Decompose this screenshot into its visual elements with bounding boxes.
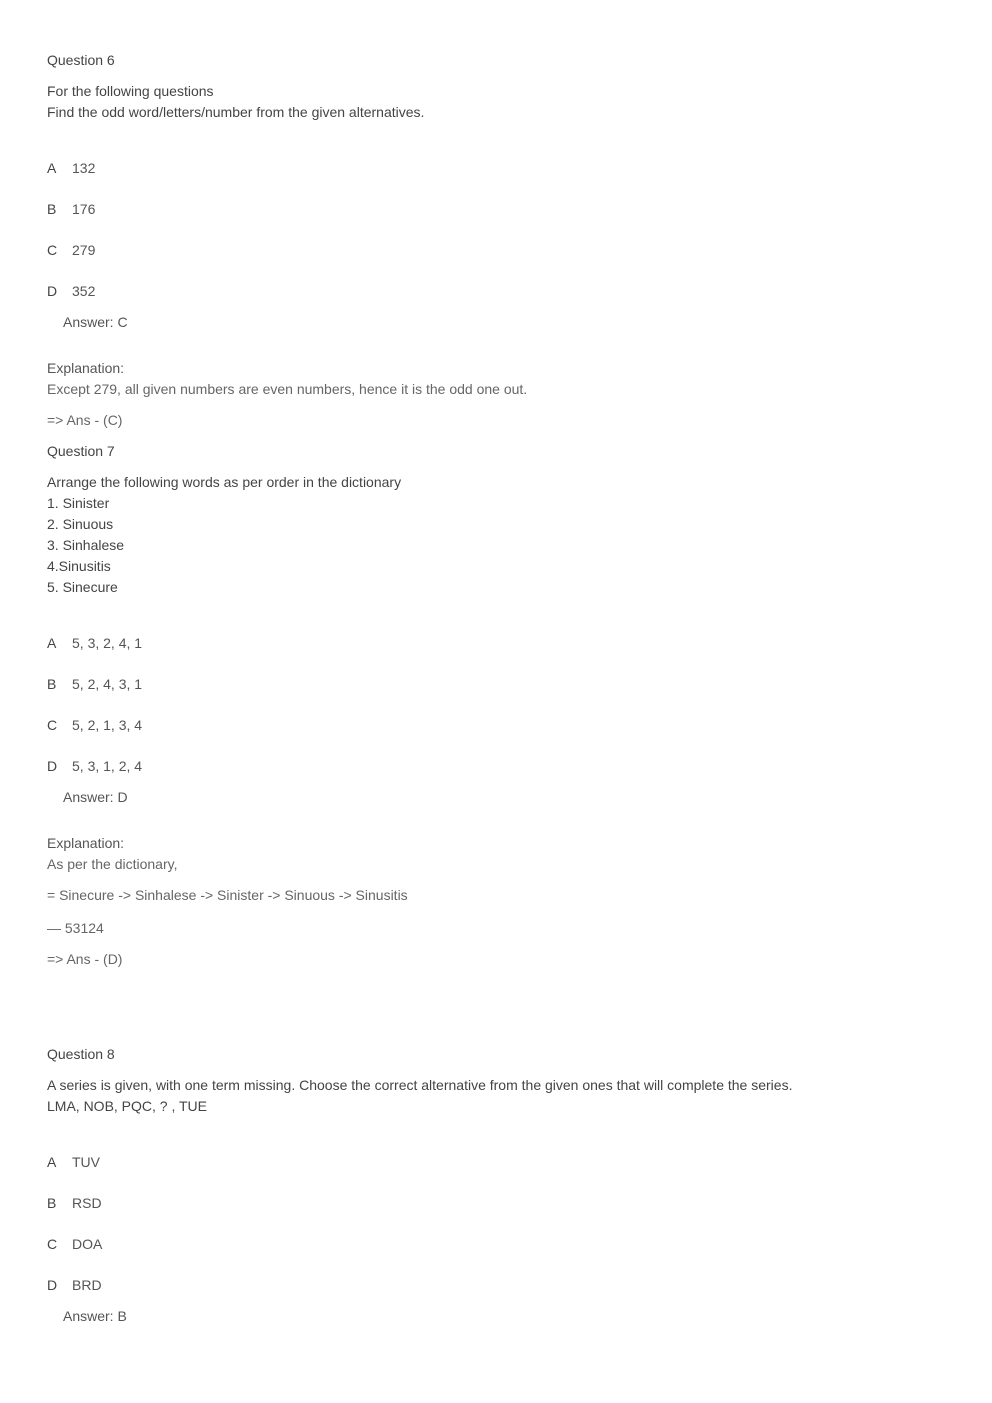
- question-7-explanation-line-4: => Ans - (D): [47, 951, 123, 967]
- option-text: BRD: [72, 1277, 102, 1293]
- option-letter: A: [47, 635, 57, 651]
- option-letter: C: [47, 242, 58, 258]
- option-text: RSD: [72, 1195, 102, 1211]
- question-6-option-b[interactable]: [47, 199, 95, 220]
- option-letter: D: [47, 283, 58, 299]
- option-text: TUV: [72, 1154, 100, 1170]
- question-7-stem-line-6: 5. Sinecure: [47, 579, 118, 595]
- option-letter: A: [47, 160, 57, 176]
- question-7-option-b[interactable]: [47, 674, 142, 695]
- question-6-option-a[interactable]: [47, 158, 95, 179]
- question-7-answer: Answer: D: [63, 789, 128, 805]
- question-7-stem-line-4: 3. Sinhalese: [47, 537, 125, 553]
- question-7-option-d[interactable]: [47, 756, 142, 777]
- question-7-option-a[interactable]: [47, 633, 142, 654]
- option-letter: A: [47, 1154, 57, 1170]
- question-6-explanation-line-1: Except 279, all given numbers are even numbers, hence it is the odd one out.: [47, 381, 528, 397]
- option-letter: C: [47, 717, 58, 733]
- option-text: 132: [72, 160, 96, 176]
- question-6-title: Question 6: [47, 52, 115, 68]
- question-7-stem-line-5: 4.Sinusitis: [47, 558, 111, 574]
- question-8-option-c[interactable]: [47, 1234, 102, 1255]
- question-8-option-b[interactable]: [47, 1193, 102, 1214]
- question-7-title: Question 7: [47, 443, 115, 459]
- question-8-option-a[interactable]: [47, 1152, 100, 1173]
- question-8-answer: Answer: B: [63, 1308, 127, 1324]
- option-text: 352: [72, 283, 96, 299]
- question-6-explanation-line-2: => Ans - (C): [47, 412, 123, 428]
- option-letter: B: [47, 676, 57, 692]
- question-7-stem-line-1: Arrange the following words as per order in the dictionary: [47, 474, 402, 490]
- option-letter: B: [47, 1195, 57, 1211]
- option-text: 176: [72, 201, 96, 217]
- question-6-stem-line-2: Find the odd word/letters/number from the given alternatives.: [47, 104, 425, 120]
- question-7-explanation-line-1: As per the dictionary,: [47, 856, 178, 872]
- question-7-explanation-line-3: — 53124: [47, 920, 104, 936]
- question-6-answer: Answer: C: [63, 314, 128, 330]
- question-7-stem-line-2: 1. Sinister: [47, 495, 110, 511]
- option-text: 5, 2, 4, 3, 1: [72, 676, 143, 692]
- option-text: 5, 3, 2, 4, 1: [72, 635, 143, 651]
- question-7-explanation-line-2: = Sinecure -> Sinhalese -> Sinister -> Sinuous -> Sinusitis: [47, 887, 408, 903]
- question-8-option-d[interactable]: [47, 1275, 102, 1296]
- option-letter: D: [47, 1277, 58, 1293]
- option-letter: B: [47, 201, 57, 217]
- option-text: 5, 3, 1, 2, 4: [72, 758, 143, 774]
- option-text: DOA: [72, 1236, 103, 1252]
- question-8-title: Question 8: [47, 1046, 115, 1062]
- question-7-option-c[interactable]: [47, 715, 142, 736]
- question-8-stem-line-1: A series is given, with one term missing. Choose the correct alternative from the given ones that will complete the series.: [47, 1077, 793, 1093]
- question-8-stem-line-2: LMA, NOB, PQC, ? , TUE: [47, 1098, 208, 1114]
- option-letter: C: [47, 1236, 58, 1252]
- question-6-option-c[interactable]: [47, 240, 95, 261]
- option-text: 5, 2, 1, 3, 4: [72, 717, 143, 733]
- question-6-explanation-label: Explanation:: [47, 360, 125, 376]
- question-6-option-d[interactable]: [47, 281, 95, 302]
- question-7-stem-line-3: 2. Sinuous: [47, 516, 114, 532]
- question-6-stem-line-1: For the following questions: [47, 83, 214, 99]
- option-text: 279: [72, 242, 96, 258]
- option-letter: D: [47, 758, 58, 774]
- question-7-explanation-label: Explanation:: [47, 835, 125, 851]
